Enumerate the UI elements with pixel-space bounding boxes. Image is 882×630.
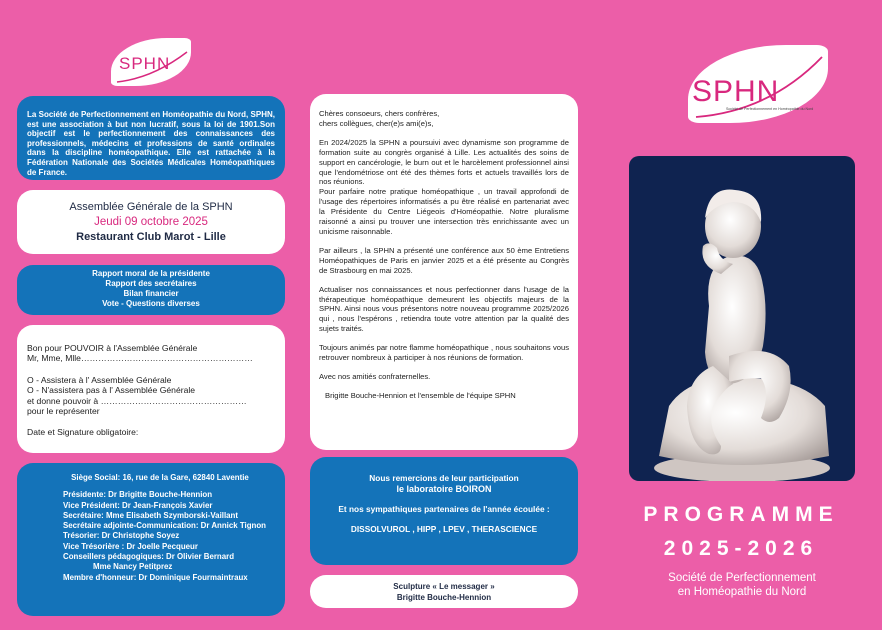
- thanks-panel: [310, 457, 578, 565]
- society-name: [630, 571, 854, 599]
- logo-small-text: SPHN: [119, 54, 171, 73]
- board-member: Mme Nancy Petitprez: [93, 562, 173, 572]
- programme-title: PROGRAMME: [643, 503, 839, 526]
- proxy-signature: Date et Signature obligatoire:: [27, 427, 139, 438]
- letter-paragraph: Toujours animés par notre flamme homéopathique , nous souhaitons vous retrouver nombreux à participer à nos réunions de formation.: [319, 343, 569, 363]
- board-member: Présidente: Dr Brigitte Bouche-Hennion: [63, 490, 213, 500]
- letter-closing: Avec nos amitiés confraternelles.: [319, 371, 431, 381]
- logo-tagline: Société de Perfectionnement en Homéopathie du Nord: [726, 107, 814, 111]
- proxy-line: pour le représenter: [27, 406, 100, 417]
- agenda-panel: [17, 265, 285, 315]
- letter-greeting: Chères consoeurs, chers confrères,: [319, 109, 440, 118]
- agenda-item: Vote - Questions diverses: [102, 299, 200, 308]
- society-line: Société de Perfectionnement: [668, 572, 816, 584]
- board-panel: [17, 463, 285, 616]
- intro-panel: [17, 96, 285, 180]
- board-member: Secrétaire: Mme Elisabeth Szymborski-Vaillant: [63, 510, 238, 520]
- thanks-partners: DISSOLVUROL , HIPP , LPEV , THERASCIENCE: [350, 524, 538, 534]
- sculpture-artist: Brigitte Bouche-Hennion: [396, 593, 492, 602]
- letter-paragraph: Pour parfaire notre pratique homéopathique , un travail approfondi de l'usage des répertoires informatisés a pu être réalisé en partenariat avec la Présidente du Centre Liégeois d'Homéopathie. Notre pluralisme raisonné a ainsi pu trouver une intersection très enrichissante avec un unicisme raisonnable.: [319, 187, 569, 236]
- board-member: Vice Président: Dr Jean-François Xavier: [63, 500, 213, 510]
- letter-paragraph: Par ailleurs , la SPHN a présenté une conférence aux 50 ème Entretiens Homéopathiques de Paris en janvier 2025 et a été présente au Congrès de Strasbourg en mai 2025.: [319, 245, 569, 275]
- board-member: Secrétaire adjointe-Communication: Dr Annick Tignon: [63, 521, 266, 531]
- proxy-option-absent: O - N'assistera pas à l' Assemblée Générale: [27, 385, 196, 396]
- thanks-line: Nous remercions de leur participation: [369, 473, 519, 483]
- letter-paragraph: Actualiser nos connaissances et nous perfectionner dans l'usage de la thérapeutique homéopathique demeurent les objectifs majeurs de la SPHN. Ainsi nous vous présentons notre nouveau programme 2025/2026 qui , nous l'espérons , retiendra toute votre attention par la qualité des sujets traités.: [319, 284, 569, 334]
- agenda-item: Rapport des secrétaires: [105, 279, 197, 288]
- assembly-date: Jeudi 09 octobre 2025: [94, 216, 208, 228]
- board-member: Conseillers pédagogiques: Dr Olivier Bernard: [63, 552, 235, 562]
- programme-years: 2025-2026: [663, 537, 819, 560]
- thanks-line: Et nos sympathiques partenaires de l'année écoulée :: [338, 504, 550, 514]
- assembly-title: Assemblée Générale de la SPHN: [69, 201, 233, 213]
- proxy-option-attend: O - Assistera à l' Assemblée Générale: [27, 374, 172, 385]
- letter-signature: Brigitte Bouche-Hennion et l'ensemble de l'équipe SPHN: [325, 390, 516, 400]
- letter-paragraph: En 2024/2025 la SPHN a poursuivi avec dynamisme son programme de formation suite au congrès organisé à Lille. Les actualités des soins de support en cancérologie, le burn out et le harcèlement professionnel ainsi que l'endométriose ont été des thèmes forts et actuels travaillés lors de nos réunions.: [319, 137, 569, 187]
- proxy-form: [17, 325, 285, 453]
- logo-small: [109, 38, 191, 90]
- logo-large-text: SPHN: [692, 75, 780, 108]
- assembly-panel: [17, 190, 285, 254]
- sculpture-caption: [310, 575, 578, 608]
- sculpture-title: Sculpture « Le messager »: [393, 582, 495, 591]
- agenda-item: Rapport moral de la présidente: [92, 269, 210, 278]
- proxy-name-field: Mr, Mme, Mlle……………………………………………………: [27, 353, 253, 364]
- letter-greeting: chers collègues, cher(e)s ami(e)s,: [319, 118, 434, 128]
- board-member: Trésorier: Dr Christophe Soyez: [63, 531, 180, 541]
- sculpture-image-icon: [629, 156, 855, 481]
- letter-panel: [310, 94, 578, 450]
- thanks-sponsor: le laboratoire BOIRON: [396, 484, 492, 494]
- assembly-place: Restaurant Club Marot - Lille: [76, 231, 226, 243]
- sculpture-photo: [629, 156, 855, 481]
- society-line: en Homéopathie du Nord: [677, 586, 807, 598]
- agenda-item: Bilan financier: [123, 289, 179, 298]
- proxy-delegate-field: et donne pouvoir à ……………………………………………: [27, 395, 247, 406]
- board-member: Vice Trésorière : Dr Joelle Pecqueur: [63, 541, 198, 551]
- head-office: Siège Social: 16, rue de la Gare, 62840 Laventie: [71, 473, 249, 482]
- proxy-line: Bon pour POUVOIR à l'Assemblée Générale: [27, 343, 198, 353]
- intro-text: La Société de Perfectionnement en Homéopathie du Nord, SPHN, est une association à but non lucratif, sous la loi de 1901.Son objectif est le perfectionnement des connaissances des professionnels, médecins et professions de santé ordinales dans la discipline homéopathique. Elle est rattachée à la Fédération Nationale des Sociétés Médicales Homéopathiques de France.: [27, 110, 275, 177]
- logo-large: [684, 45, 828, 127]
- board-honor: Membre d'honneur: Dr Dominique Fourmaintraux: [63, 572, 248, 582]
